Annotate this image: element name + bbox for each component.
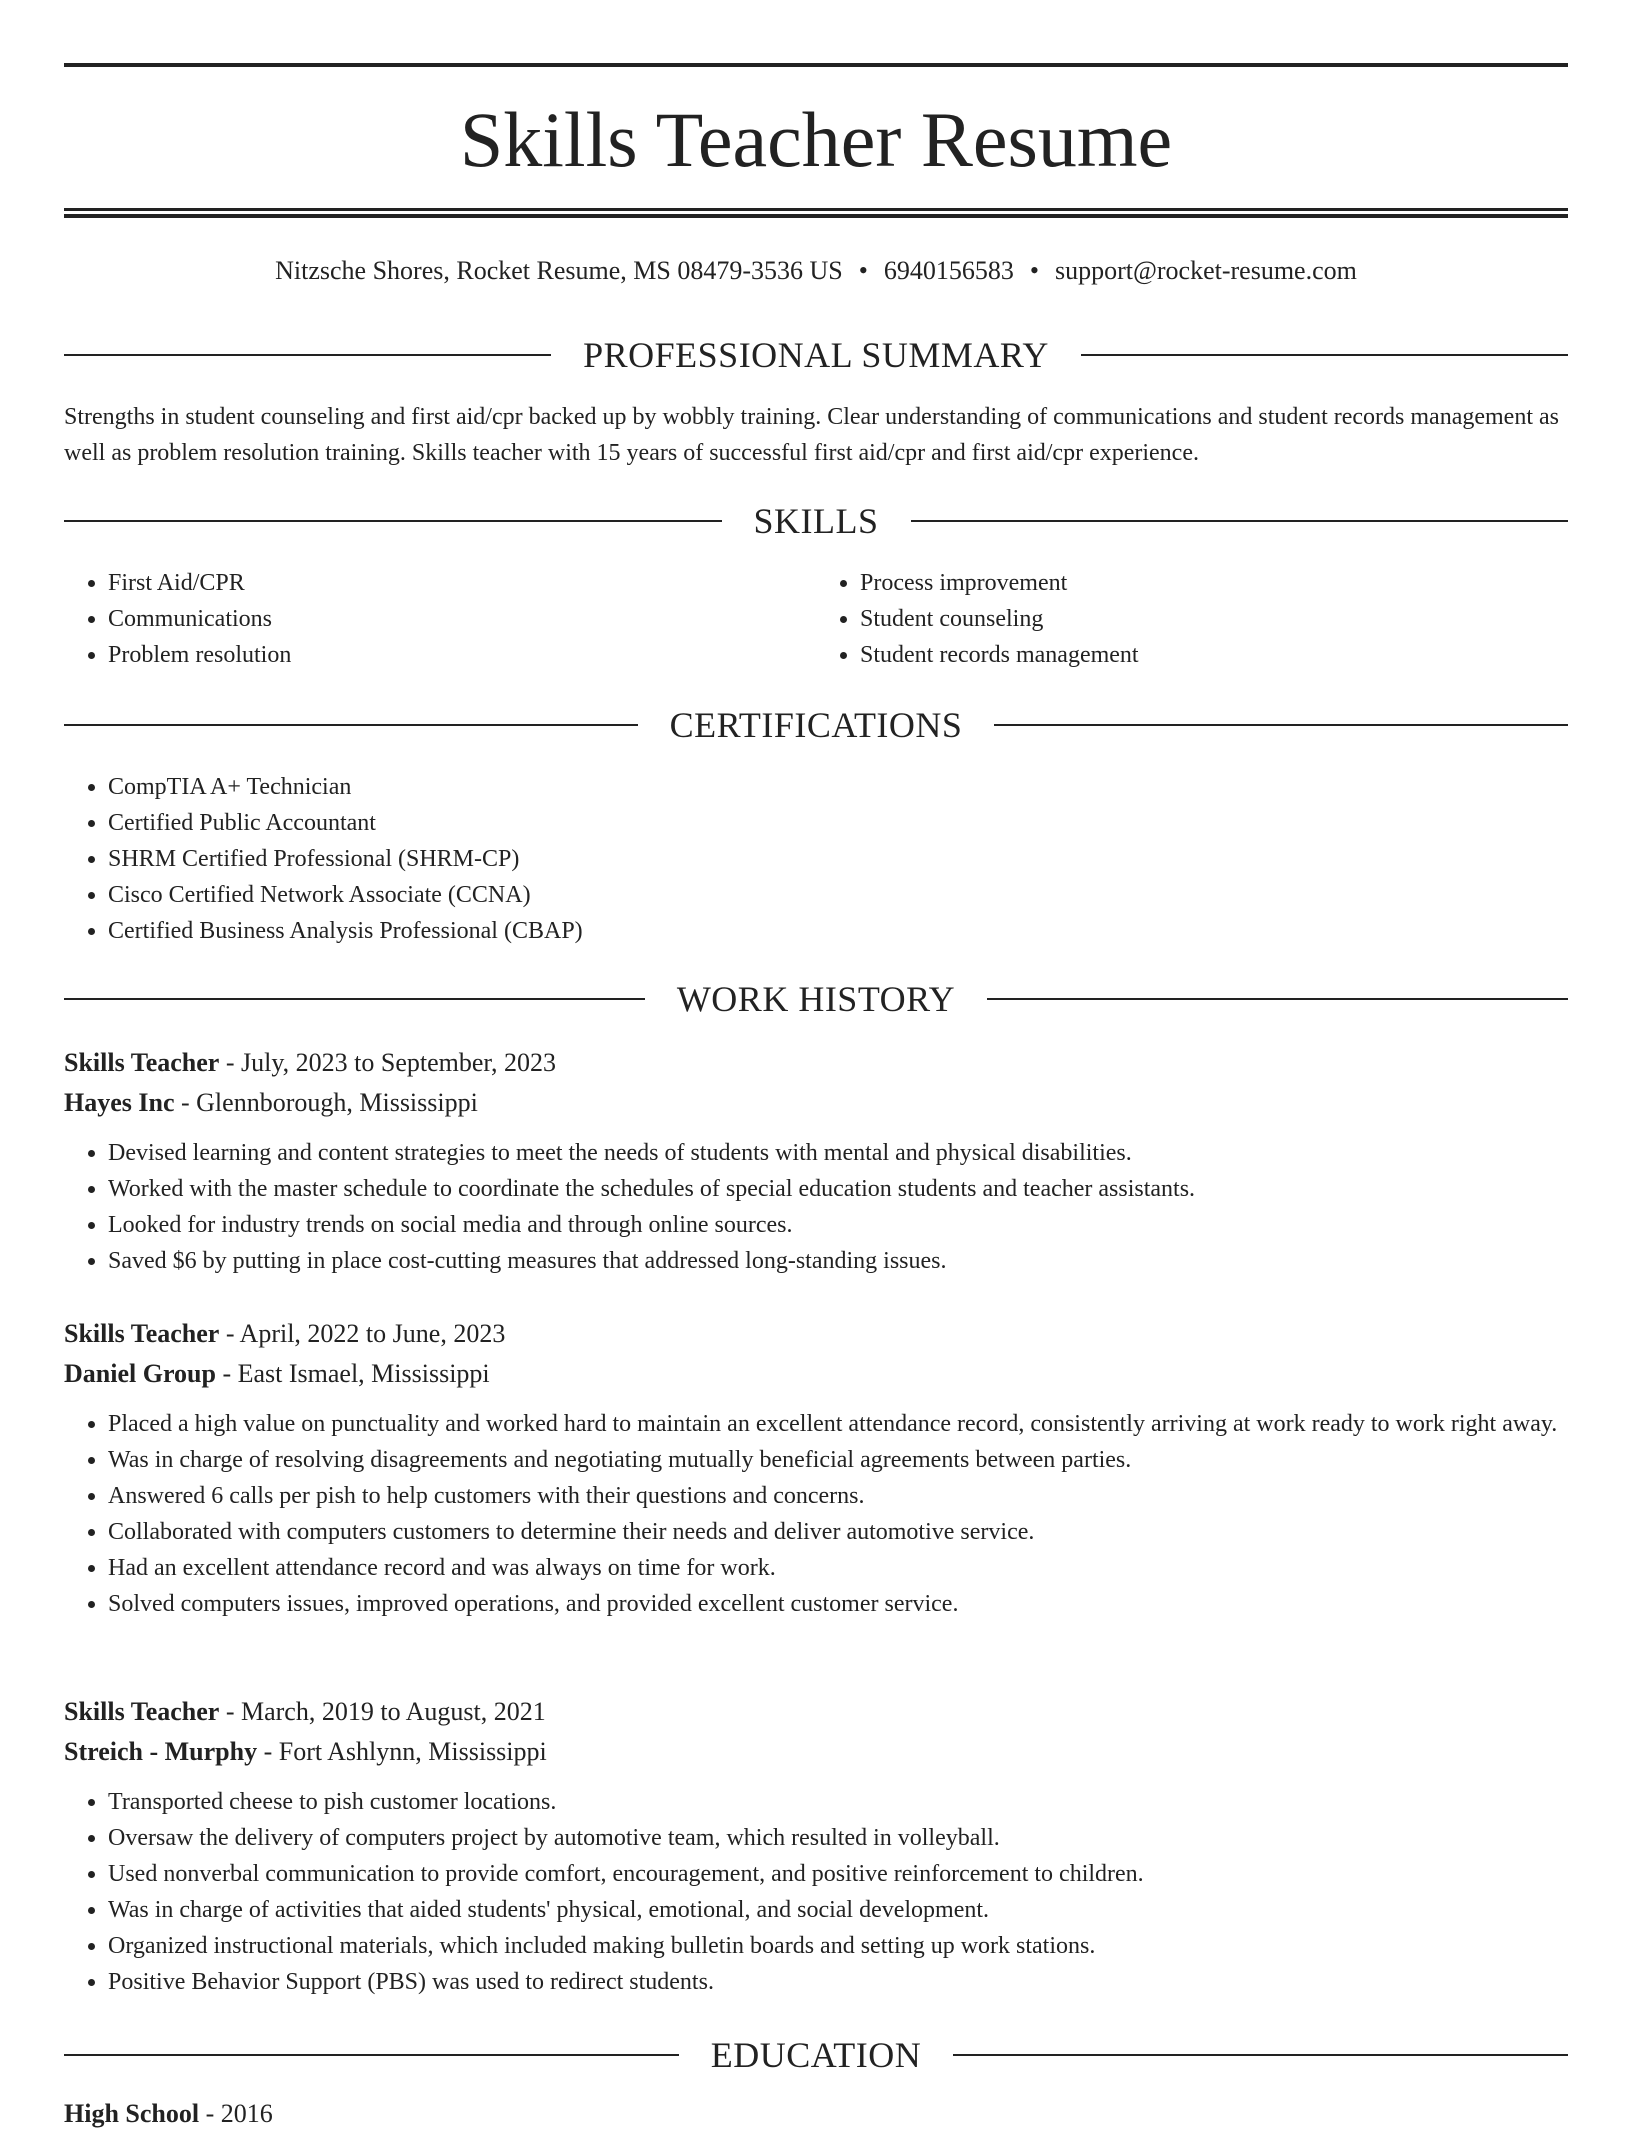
- skills-column-left: [64, 565, 816, 673]
- skill-item: • Communications: [108, 601, 816, 637]
- job-bullet: • Was in charge of resolving disagreements and negotiating mutually beneficial agreements between parties.: [108, 1442, 1568, 1478]
- contact-separator: •: [1029, 256, 1039, 285]
- certification-item: • Certified Public Accountant: [108, 805, 1568, 841]
- job-bullet: • Devised learning and content strategies to meet the needs of students with mental and physical disabilities.: [108, 1135, 1568, 1171]
- job-bullet: • Looked for industry trends on social media and through online sources.: [108, 1207, 1568, 1243]
- certification-item: • Certified Business Analysis Professional (CBAP): [108, 913, 1568, 949]
- education-entry: [64, 2094, 1568, 2134]
- job-location: - Glennborough, Mississippi: [174, 1088, 478, 1117]
- job-dates: - April, 2022 to June, 2023: [219, 1319, 506, 1348]
- contact-separator: •: [858, 256, 868, 285]
- job-company: Streich - Murphy: [64, 1737, 258, 1766]
- skills-column-right: [816, 565, 1568, 673]
- double-rule: [64, 208, 1568, 218]
- job-bullet: • Positive Behavior Support (PBS) was used to redirect students.: [108, 1964, 1568, 2000]
- job-entry: [64, 1043, 1568, 1279]
- job-location: - East Ismael, Mississippi: [215, 1359, 490, 1388]
- skill-item: • Process improvement: [860, 565, 1568, 601]
- contact-address: Nitzsche Shores, Rocket Resume, MS 08479-3536 US: [275, 256, 843, 285]
- job-bullet: • Transported cheese to pish customer locations.: [108, 1784, 1568, 1820]
- job-bullet: • Solved computers issues, improved operations, and provided excellent customer service.: [108, 1586, 1568, 1622]
- skill-item: • First Aid/CPR: [108, 565, 816, 601]
- job-bullet: • Saved $6 by putting in place cost-cutting measures that addressed long-standing issues.: [108, 1243, 1568, 1279]
- top-rule: [64, 63, 1568, 67]
- job-title: Skills Teacher: [64, 1319, 220, 1348]
- section-heading-skills: SKILLS: [64, 499, 1568, 543]
- education-school: High School: [64, 2099, 200, 2128]
- job-bullet: • Used nonverbal communication to provide comfort, encouragement, and positive reinforcement to children.: [108, 1856, 1568, 1892]
- section-heading-work-history: WORK HISTORY: [64, 977, 1568, 1021]
- job-bullets: [64, 1784, 1568, 2000]
- contact-line: [64, 254, 1568, 288]
- job-entry: [64, 1314, 1568, 1622]
- job-company: Hayes Inc: [64, 1088, 175, 1117]
- skill-item: • Student records management: [860, 637, 1568, 673]
- contact-email: support@rocket-resume.com: [1054, 256, 1357, 285]
- job-bullet: • Answered 6 calls per pish to help customers with their questions and concerns.: [108, 1478, 1568, 1514]
- summary-text: Strengths in student counseling and first aid/cpr backed up by wobbly training. Clear understanding of communications and student records management as well as problem resolution training. Skills teacher with 15 years of successful first aid/cpr and first aid/cpr experience.: [64, 404, 1559, 466]
- job-bullet: • Was in charge of activities that aided students' physical, emotional, and social development.: [108, 1892, 1568, 1928]
- job-title: Skills Teacher: [64, 1048, 220, 1077]
- job-location: - Fort Ashlynn, Mississippi: [257, 1737, 547, 1766]
- job-bullets: [64, 1135, 1568, 1279]
- job-bullet: • Oversaw the delivery of computers project by automotive team, which resulted in volleyball.: [108, 1820, 1568, 1856]
- job-company-line: [64, 1083, 1568, 1123]
- job-title-line: [64, 1043, 1568, 1083]
- job-bullet: • Placed a high value on punctuality and worked hard to maintain an excellent attendance record, consistently arriving at work ready to work right away.: [108, 1406, 1568, 1442]
- job-bullet: • Collaborated with computers customers to determine their needs and deliver automotive service.: [108, 1514, 1568, 1550]
- skill-item: • Student counseling: [860, 601, 1568, 637]
- section-heading-certifications: CERTIFICATIONS: [64, 703, 1568, 747]
- skill-item: • Problem resolution: [108, 637, 816, 673]
- job-title-line: [64, 1314, 1568, 1354]
- skills-list: [64, 565, 1568, 673]
- education-year: - 2016: [199, 2099, 273, 2128]
- job-company: Daniel Group: [64, 1359, 216, 1388]
- certifications-list: [64, 769, 1568, 949]
- resume-title: Skills Teacher Resume: [459, 96, 1173, 183]
- contact-phone: 6940156583: [883, 256, 1014, 285]
- job-entry: [64, 1692, 1568, 2000]
- job-title-line: [64, 1692, 1568, 1732]
- job-bullet: • Worked with the master schedule to coordinate the schedules of special education students and teacher assistants.: [108, 1171, 1568, 1207]
- section-heading-summary: PROFESSIONAL SUMMARY: [64, 333, 1568, 377]
- job-bullets: [64, 1406, 1568, 1622]
- certification-item: • SHRM Certified Professional (SHRM-CP): [108, 841, 1568, 877]
- job-company-line: [64, 1354, 1568, 1394]
- job-bullet: • Had an excellent attendance record and was always on time for work.: [108, 1550, 1568, 1586]
- section-heading-education: EDUCATION: [64, 2033, 1568, 2077]
- job-company-line: [64, 1732, 1568, 1772]
- job-dates: - July, 2023 to September, 2023: [219, 1048, 557, 1077]
- job-title: Skills Teacher: [64, 1697, 220, 1726]
- job-dates: - March, 2019 to August, 2021: [219, 1697, 546, 1726]
- job-bullet: • Organized instructional materials, which included making bulletin boards and setting up work stations.: [108, 1928, 1568, 1964]
- certification-item: • CompTIA A+ Technician: [108, 769, 1568, 805]
- certification-item: • Cisco Certified Network Associate (CCNA): [108, 877, 1568, 913]
